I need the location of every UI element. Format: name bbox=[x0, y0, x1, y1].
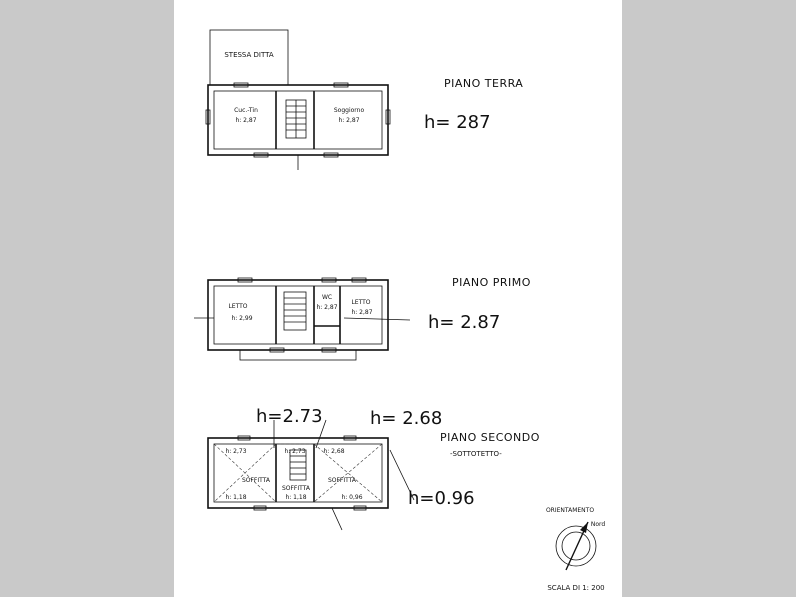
second-floor-height-eave: h=0.96 bbox=[408, 488, 475, 509]
room-name: Soggiorno bbox=[333, 107, 365, 114]
second-floor-height-left: h=2.73 bbox=[256, 406, 323, 427]
ground-floor-title: PIANO TERRA bbox=[444, 77, 524, 90]
room-height: h: 2,87 bbox=[316, 304, 338, 311]
room-height: h: 2,99 bbox=[231, 315, 253, 322]
first-floor-plan bbox=[194, 278, 410, 360]
stair-icon bbox=[286, 100, 306, 138]
room-height: h: 2,87 bbox=[338, 117, 360, 124]
annex-label: STESSA DITTA bbox=[224, 51, 274, 59]
room-name: SOFFITTA bbox=[241, 477, 271, 484]
leader-line bbox=[332, 508, 342, 530]
room-name: LETTO bbox=[351, 299, 371, 306]
room-name: SOFFITTA bbox=[327, 477, 357, 484]
room-height: h: 2,87 bbox=[351, 309, 373, 316]
north-arrow-icon bbox=[556, 522, 596, 570]
ground-floor-plan bbox=[206, 30, 390, 170]
second-floor-plan bbox=[208, 420, 414, 530]
ground-floor-height: h= 287 bbox=[424, 112, 491, 133]
second-floor-subtitle: -SOTTOTETTO- bbox=[450, 450, 502, 458]
room-height: h: 2,73 bbox=[225, 448, 247, 455]
stair-icon bbox=[284, 292, 306, 330]
room-height: h: 1,18 bbox=[225, 494, 247, 501]
room-height: h: 1,18 bbox=[285, 494, 307, 501]
first-floor-title: PIANO PRIMO bbox=[452, 276, 531, 289]
room-height: h: 2,73 bbox=[284, 448, 306, 455]
floor-plan-drawing bbox=[174, 0, 622, 597]
room-name: Cuc.-Tin bbox=[234, 107, 258, 114]
second-floor-height-right: h= 2.68 bbox=[370, 408, 443, 429]
floor-plan-sheet bbox=[174, 0, 622, 597]
room-name: LETTO bbox=[228, 303, 248, 310]
scale-label: SCALA DI 1: 200 bbox=[547, 584, 605, 592]
second-floor-title: PIANO SECONDO bbox=[440, 431, 540, 444]
north-label: Nord bbox=[590, 521, 606, 528]
room-name: SOFFITTA bbox=[281, 485, 311, 492]
room-name: WC bbox=[321, 294, 333, 301]
balcony-outline bbox=[240, 350, 356, 360]
room-height: h: 2,68 bbox=[323, 448, 345, 455]
orientation-label: ORIENTAMENTO bbox=[545, 507, 595, 514]
section-line bbox=[344, 318, 410, 320]
room-height: h: 0,96 bbox=[341, 494, 363, 501]
first-floor-height: h= 2.87 bbox=[428, 312, 501, 333]
room-height: h: 2,87 bbox=[235, 117, 257, 124]
